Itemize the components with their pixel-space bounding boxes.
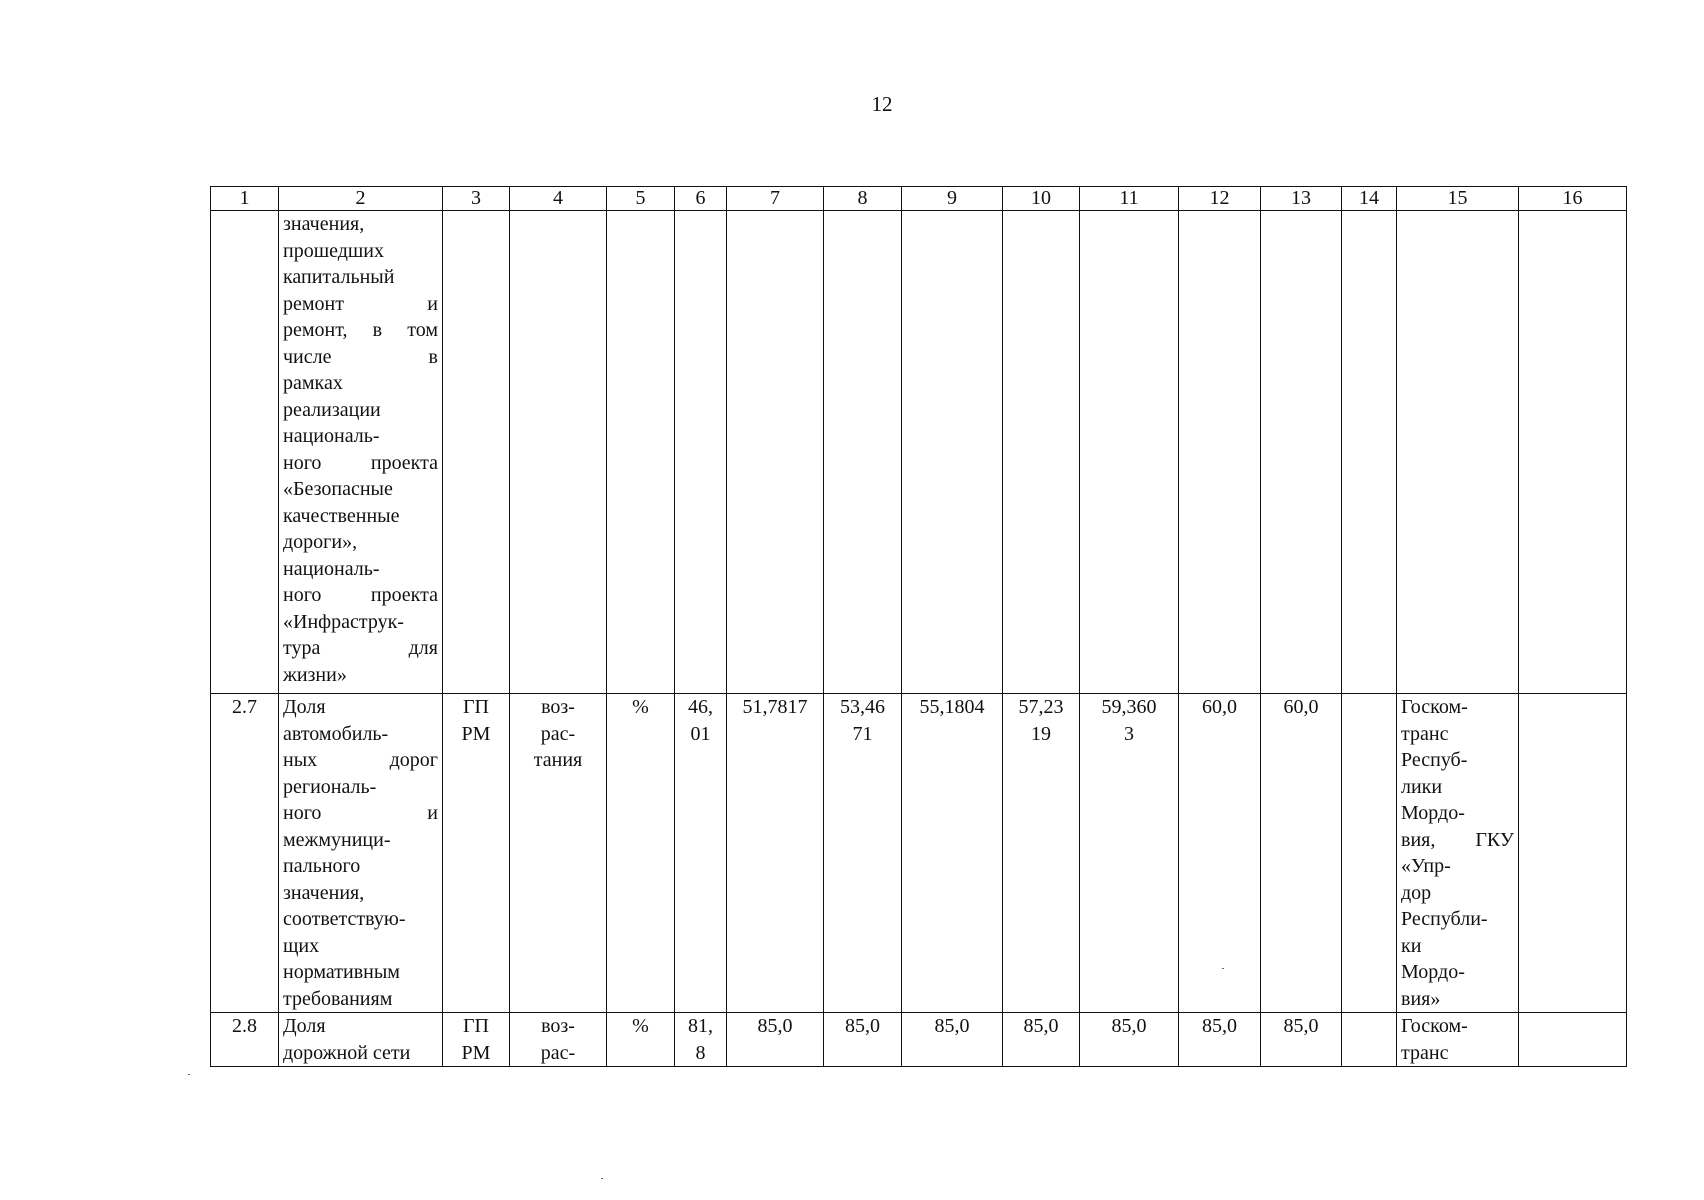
text-line: ного проекта — [283, 584, 438, 606]
row-number-cell — [211, 211, 279, 694]
header-cell: 10 — [1003, 187, 1080, 211]
cell-text: % — [632, 1015, 649, 1037]
text-line: тура для — [283, 637, 438, 659]
value-cell — [727, 1013, 824, 1067]
text-line: дорожной сети — [283, 1041, 411, 1064]
value-cell — [727, 694, 824, 1013]
text-line: автомобиль- — [283, 722, 389, 745]
continued-row — [211, 211, 1627, 694]
text-line: Мордо- — [1401, 961, 1465, 983]
value-cell — [902, 694, 1003, 1013]
indicators-table — [210, 186, 1627, 1067]
text-line: прошедших — [283, 239, 384, 262]
header-cell: 8 — [824, 187, 902, 211]
cell-text: 85,0 — [934, 1015, 970, 1037]
cell-text: 55,1804 — [919, 696, 985, 718]
indicator-name-cell — [279, 694, 443, 1013]
empty-cell — [1397, 211, 1519, 694]
empty-cell — [1003, 211, 1080, 694]
text-line: дороги», — [283, 531, 358, 553]
empty-cell — [675, 211, 727, 694]
text-line: вия, ГКУ — [1401, 828, 1514, 851]
unit-cell — [607, 1013, 675, 1067]
cell-text: 85,0 — [1283, 1015, 1319, 1037]
value-cell — [1342, 694, 1397, 1013]
header-cell: 3 — [443, 187, 510, 211]
value-cell — [1003, 694, 1080, 1013]
header-cell: 6 — [675, 187, 727, 211]
scan-speck — [188, 1074, 190, 1075]
header-cell: 16 — [1519, 187, 1627, 211]
cell-text: тания — [533, 749, 583, 771]
header-cell: 7 — [727, 187, 824, 211]
unit-cell — [607, 694, 675, 1013]
cell-text: 01 — [690, 722, 711, 745]
text-line: Доля — [283, 696, 326, 718]
text-line: транс — [1401, 722, 1449, 745]
header-cell: 5 — [607, 187, 675, 211]
text-line: дор — [1401, 881, 1432, 904]
page-number: 12 — [871, 92, 893, 116]
text-line: ремонт, в том — [283, 319, 438, 341]
value-cell — [1261, 1013, 1342, 1067]
text-line: вия» — [1401, 987, 1441, 1010]
cell-text: 57,23 — [1018, 696, 1064, 718]
text-line: Респуб- — [1401, 749, 1468, 771]
text-line: лики — [1401, 775, 1443, 798]
cell-text: 46, — [688, 696, 713, 718]
cell-text: ГП — [462, 696, 489, 718]
header-cell: 12 — [1179, 187, 1261, 211]
empty-cell — [1342, 211, 1397, 694]
column-number-header-row — [211, 187, 1627, 211]
empty-cell — [1519, 211, 1627, 694]
cell-text: ГП — [462, 1015, 489, 1037]
header-cell: 15 — [1397, 187, 1519, 211]
value-cell — [902, 1013, 1003, 1067]
cell-text: % — [632, 696, 649, 718]
table-row — [211, 1013, 1627, 1067]
cell-text: 19 — [1031, 722, 1051, 745]
empty-cell — [1179, 211, 1261, 694]
text-line: рамках — [283, 372, 343, 394]
value-cell — [1179, 694, 1261, 1013]
table-row — [211, 694, 1627, 1013]
cell-text: 71 — [852, 722, 873, 745]
cell-text: 8 — [695, 1041, 706, 1064]
text-line: качественные — [283, 504, 400, 527]
empty-cell — [902, 211, 1003, 694]
note-cell — [1519, 1013, 1627, 1067]
cell-text: воз- — [541, 696, 575, 718]
indicator-name-cell — [279, 1013, 443, 1067]
empty-cell — [443, 211, 510, 694]
text-line: ки — [1401, 934, 1422, 957]
empty-cell — [727, 211, 824, 694]
text-line: значения, — [283, 881, 365, 904]
text-line: ного и — [283, 802, 438, 824]
text-line: Доля — [283, 1015, 326, 1037]
note-cell — [1519, 694, 1627, 1013]
cell-text: 85,0 — [757, 1015, 793, 1037]
header-cell: 1 — [211, 187, 279, 211]
value-cell — [1003, 1013, 1080, 1067]
row-number-cell: 2.8 — [211, 1013, 279, 1067]
cell-text: 60,0 — [1283, 696, 1319, 718]
text-line: ных дорог — [283, 749, 438, 771]
cell-text: 81, — [688, 1015, 713, 1037]
cell-text: 59,360 — [1101, 696, 1157, 718]
text-line: значения, — [283, 213, 365, 235]
value-cell — [675, 1013, 727, 1067]
indicator-name-cell — [279, 211, 443, 694]
cell-text: рас- — [540, 1041, 576, 1064]
cell-text: 85,0 — [1202, 1015, 1237, 1037]
header-cell: 4 — [510, 187, 607, 211]
cell-text: 85,0 — [1111, 1015, 1147, 1037]
cell-text: РМ — [461, 1041, 491, 1064]
header-cell: 9 — [902, 187, 1003, 211]
text-line: «Упр- — [1401, 855, 1451, 877]
value-cell — [675, 694, 727, 1013]
text-line: нормативным — [283, 961, 400, 983]
cell-text: 51,7817 — [742, 696, 808, 718]
trend-cell — [510, 694, 607, 1013]
text-line: «Безопасные — [283, 478, 393, 500]
empty-cell — [1080, 211, 1179, 694]
text-line: жизни» — [283, 663, 347, 686]
text-line: националь- — [283, 557, 380, 580]
header-cell: 11 — [1080, 187, 1179, 211]
empty-cell — [510, 211, 607, 694]
empty-cell — [1261, 211, 1342, 694]
text-line: Республи- — [1401, 908, 1488, 930]
cell-text: РМ — [461, 722, 491, 745]
cell-text: воз- — [541, 1015, 575, 1037]
text-line: реализации — [283, 398, 381, 421]
responsible-cell — [1397, 1013, 1519, 1067]
text-line: региональ- — [283, 775, 377, 798]
empty-cell — [824, 211, 902, 694]
header-cell: 14 — [1342, 187, 1397, 211]
scan-speck — [1222, 968, 1224, 969]
header-cell: 2 — [279, 187, 443, 211]
header-cell: 13 — [1261, 187, 1342, 211]
program-cell — [443, 1013, 510, 1067]
value-cell — [824, 1013, 902, 1067]
value-cell — [1179, 1013, 1261, 1067]
text-line: националь- — [283, 425, 380, 447]
text-line: ремонт и — [283, 292, 438, 315]
text-line: числе в — [283, 345, 438, 368]
text-line: межмуници- — [283, 828, 391, 851]
program-cell — [443, 694, 510, 1013]
cell-text: 85,0 — [1023, 1015, 1059, 1037]
cell-text: 60,0 — [1202, 696, 1237, 718]
text-line: капитальный — [283, 266, 395, 288]
cell-text: 53,46 — [840, 696, 885, 718]
text-line: соответствую- — [283, 908, 406, 930]
text-line: «Инфраструк- — [283, 610, 404, 633]
value-cell — [1342, 1013, 1397, 1067]
trend-cell — [510, 1013, 607, 1067]
row-number-cell: 2.7 — [211, 694, 279, 1013]
scan-speck — [601, 1178, 603, 1179]
text-line: Госком- — [1401, 1015, 1468, 1037]
text-line: щих — [283, 934, 320, 957]
value-cell — [1080, 1013, 1179, 1067]
text-line: пального — [283, 855, 361, 877]
text-line: транс — [1401, 1041, 1449, 1064]
value-cell — [824, 694, 902, 1013]
text-line: Мордо- — [1401, 802, 1465, 824]
cell-text: 3 — [1124, 722, 1134, 745]
text-line: Госком- — [1401, 696, 1468, 718]
text-line: ного проекта — [283, 451, 438, 474]
text-line: требованиям — [283, 987, 393, 1010]
empty-cell — [607, 211, 675, 694]
cell-text: 85,0 — [845, 1015, 880, 1037]
value-cell — [1080, 694, 1179, 1013]
cell-text: рас- — [540, 722, 576, 745]
responsible-cell — [1397, 694, 1519, 1013]
value-cell — [1261, 694, 1342, 1013]
